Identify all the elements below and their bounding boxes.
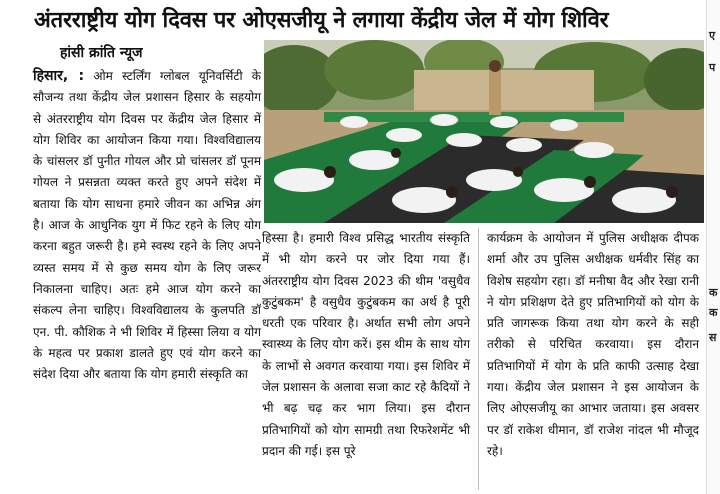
photo-illustration — [264, 40, 704, 223]
edge-glyph: स — [709, 331, 717, 344]
article-column-2: हिस्सा है। हमारी विश्व प्रसिद्ध भारतीय संस्कृति में भी योग करने पर जोर दिया गया हैं। अंतरराष्ट्रीय योग दिवस 2023 की थीम 'वसुधैव कुटुंबकम' है वसुधैव कुटुंबकम का अर्थ है पूरी धरती एक परिवार है। अर्थात सभी लोग अपने स्वास्थ्य के लिए योग करें। इस थीम के साथ योग के लाभों से अवगत करवाया गया। इस शिविर में जेल प्रशासन के अलावा सजा काट रहे कैदियों ने भी बढ़ चढ़ कर भाग लिया। इस दौरान प्रतिभागियों को योग सामग्री तथा रिफरेशमेंट भी प्रदान की गई। इस पूरे — [262, 231, 470, 458]
column-divider — [478, 228, 479, 490]
adjacent-column-edge — [706, 0, 720, 494]
headline: अंतरराष्ट्रीय योग दिवस पर ओएसजीयू ने लगाया केंद्रीय जेल में योग शिविर — [34, 8, 609, 33]
edge-glyph: प — [709, 61, 716, 74]
article-column-1 — [33, 66, 261, 494]
article-text: ओम स्टर्लिंग ग्लोबल यूनिवर्सिटी के सौजन्य तथा केंद्रीय जेल प्रशासन हिसार के सहयोग से अंतरराष्ट्रीय योग दिवस पर केंद्रीय जेल हिसार में योग शिविर का आयोजन किया गया। विश्वविद्यालय के चांसलर डॉ पुनीत गोयल और प्रो चांसलर डॉ पूनम गोयल ने प्रसन्नता व्यक्त करते हुए अपने संदेश में बताया कि योग साधना हमारे जीवन का अभिन्न अंग है। आज के आधुनिक युग में फिट रहने के लिए योग करना बहुत जरूरी है। हमे स्वस्थ रहने के लिए अपने व्यस्त समय में से कुछ समय योग के लिए जरूर निकालना चाहिए। अतः हमे आज योग करने का संकल्प लेना चाहिए। विश्वविद्यालय के कुलपति डॉ एन. पी. कौशिक ने भी शिविर में हिस्सा लिया व योग के महत्व पर प्रकाश डालते हुए एवं योग करने का संदेश दिया और बताया कि योग हमारी संस्कृति का — [33, 69, 261, 382]
edge-glyph: ए — [709, 29, 716, 42]
edge-glyph: क — [709, 286, 718, 299]
edge-glyph: क — [709, 306, 718, 319]
dateline: हिसार, : — [33, 68, 85, 84]
byline: हांसी क्रांति न्यूज — [60, 45, 143, 61]
article-column-3: कार्यक्रम के आयोजन में पुलिस अधीक्षक दीपक शर्मा और उप पुलिस अधीक्षक धर्मवीर सिंह का विशेष सहयोग रहा। डॉ मनीषा वैद और रेखा रानी ने योग प्रशिक्षण देते हुए प्रतिभागियों को योग के प्रति जागरूक किया तथा योग करने के सही तरीको से परिचित करवाया। इस दौरान प्रतिभागियों में योग के प्रति काफी उत्साह देखा गया। केंद्रीय जेल प्रशासन ने इस आयोजन के लिए ओएसजीयू का आभार जताया। इस अवसर पर डॉ राकेश धीमान, डॉ राजेश नांदल भी मौजूद रहे। — [487, 231, 699, 458]
yoga-camp-photo — [264, 40, 704, 223]
